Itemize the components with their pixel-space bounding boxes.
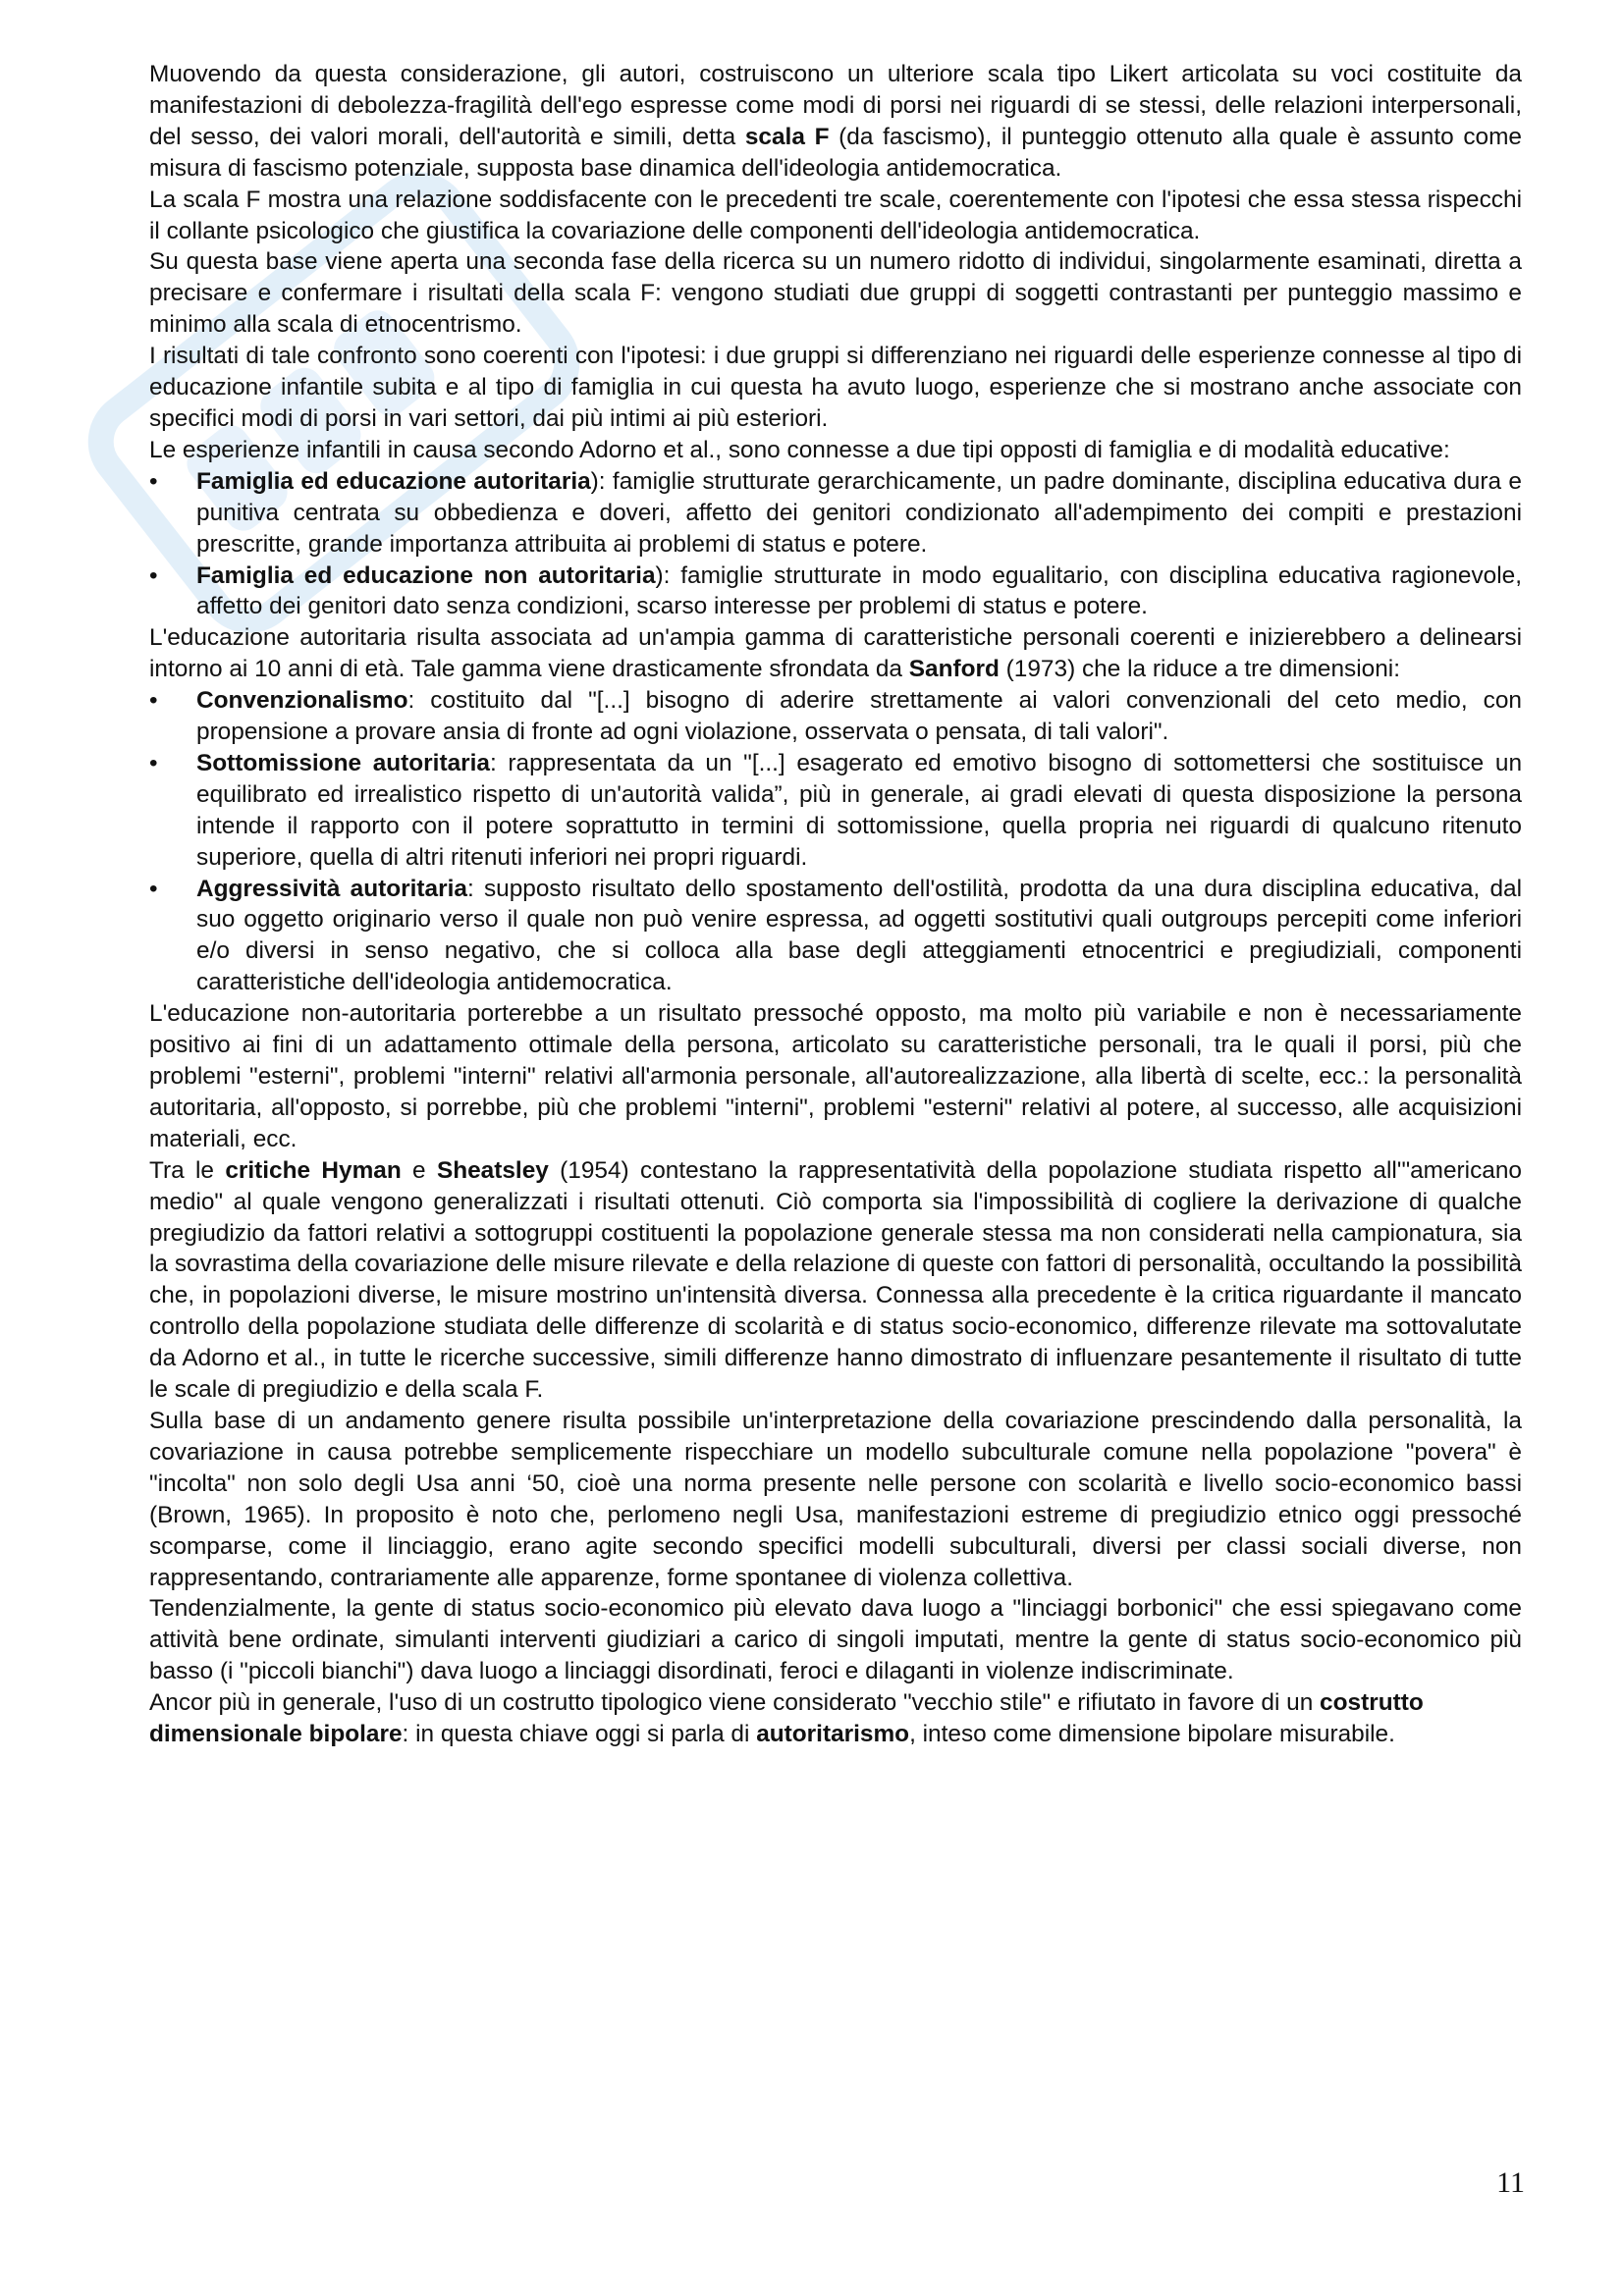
bold-term: Sheatsley [436,1156,549,1184]
paragraph-sanford [149,622,1522,685]
bold-term: critiche Hyman [225,1156,402,1184]
paragraph-non-autoritaria: L'educazione non-autoritaria porterebbe a un risultato pressoché opposto, ma molto più variabile e non è necessariamente positivo ai fini di un adattamento ottimale della persona, articolato su caratteristiche personali, tra le quali il porsi, più che problemi "esterni", problemi "interni" relativi all'armonia personale, all'autorealizzazione, alla libertà di scelte, ecc.: la personalità autoritaria, all'opposto, si porrebbe, più che problemi "interni", problemi "esterni" relativi al potere, al successo, alle acquisizioni materiali, ecc. [149,1000,1522,1152]
text-run: Tra le [149,1156,226,1184]
text-run: : rappresentata da un "[...] esagerato ed emotivo bisogno di sottomettersi che sostituisce un equilibrato ed irrealistico rispetto di un'autorità valida”, più in generale, ai gradi elevati di questa disposizione la persona intende il rapporto con il potere soprattutto in termini di sottomissione, quella propria nei riguardi di qualcuno ritenuto superiore, quella di altri ritenuti inferiori nei propri riguardi. [196,749,1523,871]
text-run: ): famiglie strutturate gerarchicamente, un padre dominante, disciplina educativa dura e punitiva centrata su obbedienza e doveri, affetto dei genitori condizionato all'adempimento dei compiti e prestazioni prescritte, grande importanza attribuita ai problemi di status e potere. [196,467,1522,558]
document-page [149,59,1522,1750]
list-item [149,561,1522,623]
dimensions-list [149,685,1522,998]
bullet-glyph: • [149,875,158,902]
text-run: (1973) che la riduce a tre dimensioni: [999,656,1400,683]
text-run: (1954) contestano la rappresentatività della popolazione studiata rispetto all'"americano medio" al quale vengono generalizzati i risultati ottenuti. Ciò comporta sia l'impossibilità di cogliere la derivazione di qualche pregiudizio da fattori relativi a sottogruppi costituenti la popolazione generale stessa ma non considerati nella campionatura, sia la sovrastima della covariazione delle misure rilevate e della relazione di queste con fattori di personalità, occultando la possibilità che, in popolazioni diverse, le misure mostrino un'intensità diversa. Connessa alla precedente è la critica riguardante il mancato controllo della popolazione studiata delle differenze di scolarità e di status socio-economico, differenze rilevate ma sottovalutate da Adorno et al., in tutte le ricerche successive, simili differenze hanno dimostrato di influenzare pesantemente il risultato di tutte le scale di pregiudizio e della scala F. [149,1156,1522,1404]
bold-term: Aggressività autoritaria [196,875,467,902]
text-run: ): famiglie strutturate in modo egualitario, con disciplina educativa ragionevole, affetto dei genitori dato senza condizioni, scarso interesse per problemi di status e potere. [196,561,1522,620]
bullet-glyph: • [149,467,158,495]
paragraph-scala-f [149,59,1522,185]
bold-term: Sottomissione autoritaria [196,749,490,776]
paragraph-covariazione: Sulla base di un andamento genere risulta possibile un'interpretazione della covariazione prescindendo dalla personalità, la covariazione in causa potrebbe semplicemente rispecchiare un modello subculturale comune nella popolazione "povera" è "incolta" non solo degli Usa anni ‘50, cioè una norma presente nelle persone con scolarità e livello socio-economico bassi (Brown, 1965). In proposito è noto che, perlomeno negli Usa, manifestazioni estreme di pregiudizio etnico oggi pressoché scomparse, come il linciaggio, erano agite secondo specifici modelli subculturali, diversi per classi sociali diverse, non rappresentando, contrariamente alle apparenze, forme spontanee di violenza collettiva. [149,1407,1522,1591]
bold-term: Convenzionalismo [196,687,408,715]
paragraph-seconda-fase: Su questa base viene aperta una seconda fase della ricerca su un numero ridotto di individui, singolarmente esaminati, diretta a precisare e confermare i risultati della scala F: vengono studiati due gruppi di soggetti contrastanti per punteggio massimo e minimo alla scala di etnocentrismo. [149,248,1522,339]
text-run: L'educazione autoritaria risulta associata ad un'ampia gamma di caratteristiche personali coerenti e inizierebbero a delinearsi intorno ai 10 anni di età. Tale gamma viene drasticamente sfrondata da [149,624,1522,683]
bold-term: autoritarismo [756,1721,910,1748]
list-item [149,466,1522,561]
bullet-glyph: • [149,749,158,776]
paragraph-relazione: La scala F mostra una relazione soddisfacente con le precedenti tre scale, coerentemente con l'ipotesi che essa stessa rispecchi il collante psicologico che giustifica la covariazione delle componenti dell'ideologia antidemocratica. [149,186,1522,244]
bold-term: costrutto dimensionale bipolare [149,1689,1424,1748]
text-run: : in questa chiave oggi si parla di [402,1721,757,1748]
paragraph-risultati: I risultati di tale confronto sono coerenti con l'ipotesi: i due gruppi si differenziano nei riguardi delle esperienze connesse al tipo di educazione infantile subita e al tipo di famiglia in cui questa ha avuto luogo, esperienze che si mostrano anche associate con specifici modi di porsi in vari settori, dai più intimi ai più esteriori. [149,343,1522,432]
bold-term: Sanford [908,656,1000,683]
text-run: : costituito dal "[...] bisogno di aderire strettamente ai valori convenzionali del ceto medio, con propensione a provare ansia di fronte ad ogni violazione, osservata o pensata, di tali valori". [196,687,1522,746]
bold-term: Famiglia ed educazione autoritaria [196,467,591,495]
text-run: Muovendo da questa considerazione, gli autori, costruiscono un ulteriore scala tipo Likert articolata su voci costituite da manifestazioni di debolezza-fragilità dell'ego espresse come modi di porsi nei riguardi di se stessi, delle relazioni interpersonali, del sesso, dei valori morali, dell'autorità e simili, detta [149,61,1522,150]
list-item [149,874,1522,999]
text-run: , inteso come dimensione bipolare misurabile. [909,1721,1395,1748]
bold-term: Famiglia ed educazione non autoritaria [196,561,656,589]
paragraph-linciaggi: Tendenzialmente, la gente di status socio-economico più elevato dava luogo a "linciaggi borbonici" che essi spiegavano come attività bene ordinate, simulanti interventi giudiziari a carico di singoli imputati, mentre la gente di status socio-economico più basso (i "piccoli bianchi") dava luogo a linciaggi disordinati, feroci e dilaganti in violenze indiscriminate. [149,1595,1522,1685]
paragraph-autoritarismo [149,1687,1522,1750]
text-run: : supposto risultato dello spostamento dell'ostilità, prodotta da una dura disciplina educativa, dal suo oggetto originario verso il quale non può venire espressa, ad oggetti sostitutivi quali outgroups percepiti come inferiori e/o diversi in senso negativo, che si colloca alla base degli atteggiamenti etnocentrici e pregiudiziali, componenti caratteristiche dell'ideologia antidemocratica. [196,875,1522,996]
list-item [149,685,1522,748]
text-run: Ancor più in generale, l'uso di un costrutto tipologico viene considerato "vecchio stile" e rifiutato in favore di un [149,1689,1321,1717]
page-number: 11 [1496,2166,1525,2199]
bullet-glyph: • [149,561,158,589]
paragraph-critiche [149,1155,1522,1406]
family-list [149,466,1522,623]
paragraph-esperienze: Le esperienze infantili in causa secondo Adorno et al., sono connesse a due tipi opposti di famiglia e di modalità educative: [149,436,1450,463]
list-item [149,748,1522,874]
bold-term: scala F [744,123,830,150]
bullet-glyph: • [149,687,158,715]
text-run: (da fascismo), il punteggio ottenuto alla quale è assunto come misura di fascismo potenziale, supposta base dinamica dell'ideologia antidemocratica. [149,123,1522,182]
text-run: e [401,1156,437,1184]
